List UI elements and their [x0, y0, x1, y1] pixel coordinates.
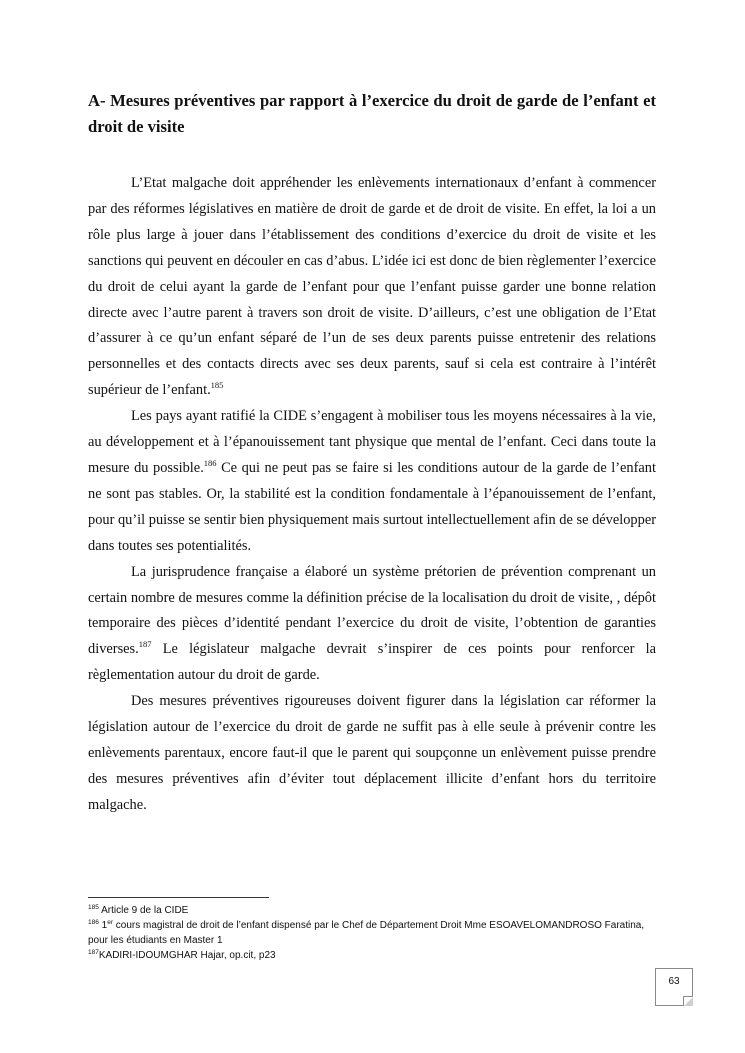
footnote-number: 187 — [88, 949, 99, 956]
paragraph-text: Les pays ayant ratifié la CIDE s’engagent à mobiliser tous les moyens nécessaires à la vie, au développement et à l’épanouissement tant physique que mental de l’enfant. Ceci dans toute la mesure du possible. — [88, 408, 656, 476]
footnote-185 — [88, 903, 648, 918]
footnote-number: 185 — [88, 904, 99, 911]
body-text — [88, 171, 656, 819]
paragraph-text: Ce qui ne peut pas se faire si les conditions autour de la garde de l’enfant ne sont pas stables. Or, la stabilité est la condition fondamentale à l’épanouissement de l’enfant, pour qu’il puisse se sentir bien physiquement mais surtout intellectuellement afin de se développer dans toutes ses potentialités. — [88, 459, 656, 554]
paragraph-2 — [88, 404, 656, 559]
footnotes — [88, 903, 648, 963]
footnote-superscript: er — [107, 919, 113, 926]
footnote-number: 186 — [88, 919, 99, 926]
paragraph-1 — [88, 171, 656, 404]
footnote-ref-186[interactable]: 186 — [203, 457, 217, 468]
paragraph-4 — [88, 689, 656, 819]
paragraph-3 — [88, 560, 656, 690]
page-fold-corner — [683, 996, 693, 1006]
footnote-text: 1 — [101, 920, 108, 931]
footnote-text: Article 9 de la CIDE — [101, 905, 189, 916]
footnote-186 — [88, 918, 648, 948]
section-heading: A- Mesures préventives par rapport à l’exercice du droit de garde de l’enfant et droit de visite — [88, 91, 656, 136]
footnote-text: KADIRI-IDOUMGHAR Hajar, op.cit, p23 — [98, 950, 276, 961]
footnote-ref-187[interactable]: 187 — [138, 639, 152, 650]
paragraph-text: La jurisprudence française a élaboré un système prétorien de prévention comprenant un certain nombre de mesures comme la définition précise de la localisation du droit de visite, , dépôt temporaire des pièces d’identité pendant l’exercice du droit de visite, l’obtention de garanties diverses. — [88, 563, 656, 658]
footnote-ref-185[interactable]: 185 — [210, 380, 224, 391]
paragraph-text: L’Etat malgache doit appréhender les enlèvements internationaux d’enfant à commencer par des réformes législatives en matière de droit de garde et de droit de visite. En effet, la loi a un rôle plus large à jouer dans l’établissement des conditions d’exercice du droit de visite et les sanctions qui peuvent en découler en cas d’abus. L’idée ici est donc de bien règlementer l’exercice du droit de celui ayant la garde de l’enfant pour que l’enfant puisse garder une bonne relation directe avec l’autre parent à travers son droit de visite. D’ailleurs, c’est une obligation de l’Etat d’assurer à ce qu’un enfant séparé de l’un de ses deux parents puisse entretenir des relations personnelles et des contacts directs avec ses deux parents, sauf si cela est contraire à l’intérêt supérieur de l’enfant. — [88, 175, 656, 399]
paragraph-text: Le législateur malgache devrait s’inspirer de ces points pour renforcer la règlementation autour du droit de garde. — [88, 641, 656, 684]
footnote-separator — [88, 897, 269, 898]
page-number: 63 — [668, 976, 680, 987]
paragraph-text: Des mesures préventives rigoureuses doivent figurer dans la législation car réformer la législation autour de l’exercice du droit de garde ne suffit pas à elle seule à prévenir contre les enlèvements parentaux, encore faut-il que le parent qui soupçonne un enlèvement puisse prendre des mesures préventives afin d’éviter tout déplacement illicite d’enfant hors du territoire malgache. — [88, 693, 656, 813]
page-number-box — [655, 968, 693, 1006]
footnote-187 — [88, 948, 648, 963]
footnote-text: cours magistral de droit de l’enfant dispensé par le Chef de Département Droit Mme ESOAVELOMANDROSO Faratina, pour les étudiants en Master 1 — [88, 920, 645, 946]
